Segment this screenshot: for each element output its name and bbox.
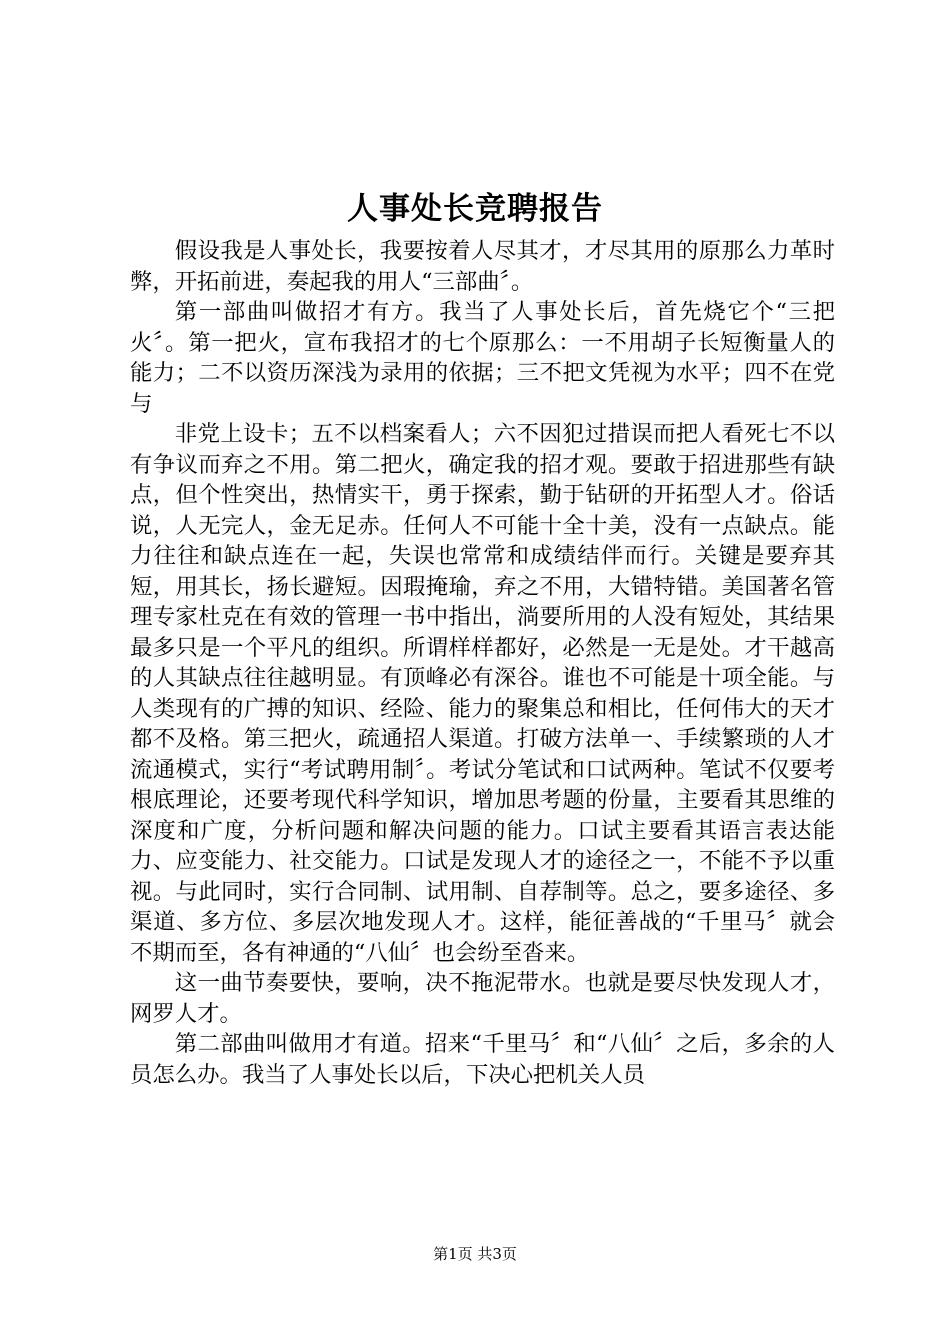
- paragraph-part-two: 第二部曲叫做用才有道。招来“千里马〞和“八仙〞之后，多余的人员怎么办。我当了人事处长以后，下决心把机关人员: [130, 1031, 835, 1088]
- paragraph-summary: 这一曲节奏要快，要响，决不拖泥带水。也就是要尽快发现人才，网罗人才。: [130, 970, 835, 1027]
- document-body: [130, 236, 835, 1090]
- paragraph-intro: 假设我是人事处长，我要按着人尽其才，才尽其用的原那么力革时弊，开拓前进，奏起我的用人“三部曲〞。: [130, 238, 835, 295]
- paragraph-part-one: 第一部曲叫做招才有方。我当了人事处长后，首先烧它个“三把火〞。第一把火，宣布我招才的七个原那么：一不用胡子长短衡量人的能力；二不以资历深浅为录用的依据；三不把文凭视为水平；四不在党与: [130, 299, 835, 417]
- page-footer: 第1页 共3页: [433, 1245, 517, 1263]
- document-title: 人事处长竞聘报告: [347, 191, 603, 227]
- paragraph-part-one-continued: 非党上设卡；五不以档案看人；六不因犯过措误而把人看死七不以有争议而弃之不用。第二把火，确定我的招才观。要敢于招进那些有缺点，但个性突出，热情实干，勇于探索，勤于钻研的开拓型人才。俗话说，人无完人，金无足赤。任何人不可能十全十美，没有一点缺点。能力往往和缺点连在一起，失误也常常和成绩结伴而行。关键是要弃其短，用其长，扬长避短。因瑕掩瑜，弃之不用，大错特错。美国著名管理专家杜克在有效的管理一书中指出，淌要所用的人没有短处，其结果最多只是一个平凡的组织。所谓样样都好，必然是一无是处。才干越高的人其缺点往往越明显。有顶峰必有深谷。谁也不可能是十项全能。与人类现有的广搏的知识、经险、能力的聚集总和相比，任何伟大的天才都不及格。第三把火，疏通招人渠道。打破方法单一、手续繁琐的人才流通模式，实行“考试聘用制〞。考试分笔试和口试两种。笔试不仅要考根底理论，还要考现代科学知识，增加思考题的份量，主要看其思维的深度和广度，分析问题和解决问题的能力。口试主要看其语言表达能力、应变能力、社交能力。口试是发现人才的途径之一，不能不予以重视。与此同时，实行合同制、试用制、自荐制等。总之，要多途径、多渠道、多方位、多层次地发现人才。这样，能征善战的“千里马〞就会不期而至，各有神通的“八仙〞也会纷至沓来。: [130, 421, 835, 966]
